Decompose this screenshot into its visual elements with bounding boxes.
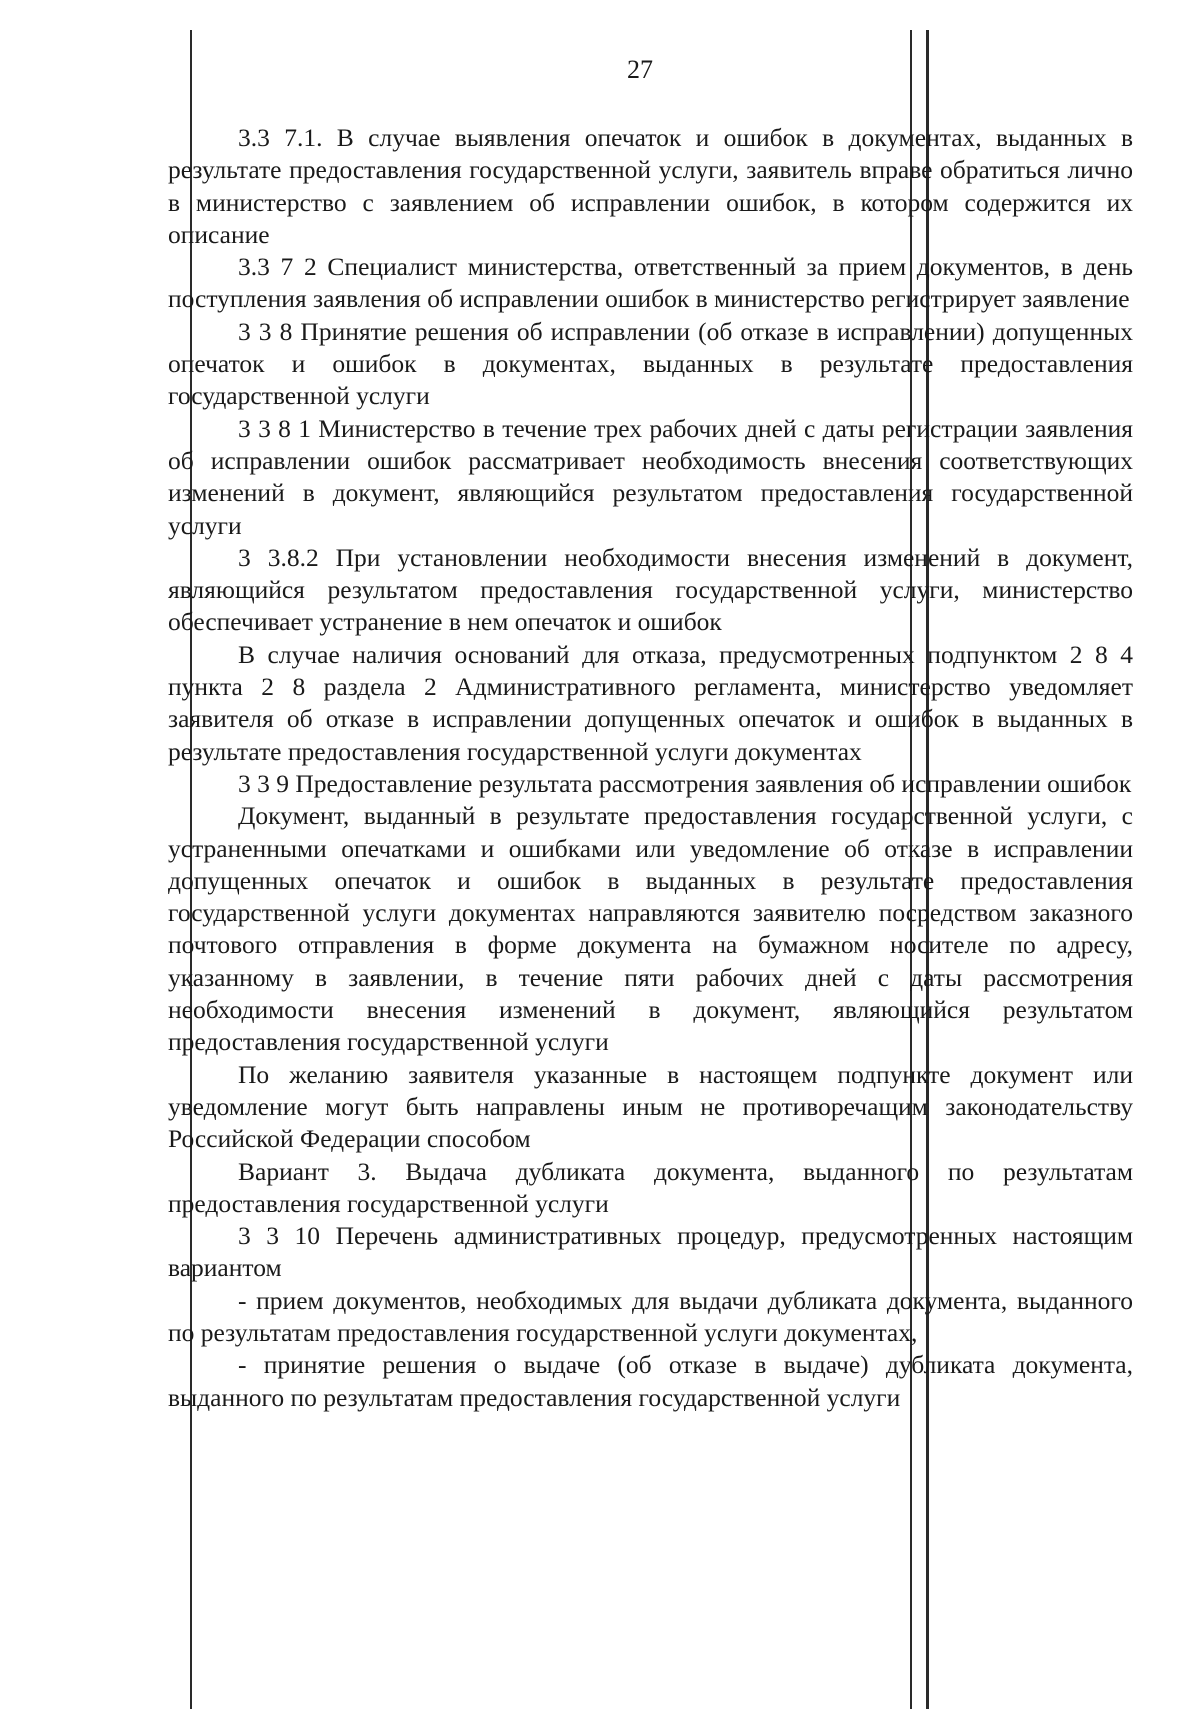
paragraph-refusal-grounds: В случае наличия оснований для отказа, предусмотренных подпунктом 2 8 4 пункта 2 8 раздела 2 Административного регламента, министерство уведомляет заявителя об отказе в исправлении допущенных опечаток и ошибок в выданных в результате предоставления государственной услуги документах (168, 639, 1133, 766)
paragraph-3-3-7-2: 3.3 7 2 Специалист министерства, ответственный за прием документов, в день поступления заявления об исправлении ошибок в министерство регистрирует заявление (168, 252, 1133, 314)
paragraph-3-3-10: 3 3 10 Перечень административных процедур, предусмотренных настоящим вариантом (168, 1221, 1133, 1283)
list-item-duplicate-decision: - принятие решения о выдаче (об отказе в выдаче) дубликата документа, выданного по результатам предоставления государственной услуги (168, 1350, 1133, 1412)
paragraph-3-3-8-2: 3 3.8.2 При установлении необходимости внесения изменений в документ, являющийся результатом предоставления государственной услуги, министерство обеспечивает устранение в нем опечаток и ошибок (168, 542, 1133, 637)
paragraph-3-3-7-1: 3.3 7.1. В случае выявления опечаток и ошибок в документах, выданных в результате предоставления государственной услуги, заявитель вправе обратиться лично в министерство с заявлением об исправлении ошибок, в котором содержится их описание (168, 123, 1133, 249)
page-number: 27 (627, 55, 653, 84)
paragraph-3-3-9: 3 3 9 Предоставление результата рассмотрения заявления об исправлении ошибок (238, 768, 1132, 798)
paragraph-document-delivery: Документ, выданный в результате предоставления государственной услуги, с устраненными опечатками и ошибками или уведомление об отказе в исправлении допущенных опечаток и ошибок в выданных в результате предоставления государственной услуги документах направляются заявителю посредством заказного почтового отправления в форме документа на бумажном носителе по адресу, указанному в заявлении, в течение пяти рабочих дней с даты рассмотрения необходимости внесения изменений в документ, являющийся результатом предоставления государственной услуги (168, 801, 1133, 1057)
paragraph-3-3-8: 3 3 8 Принятие решения об исправлении (об отказе в исправлении) допущенных опечаток и ошибок в документах, выданных в результате предоставления государственной услуги (168, 316, 1133, 411)
paragraph-applicant-preference: По желанию заявителя указанные в настоящем подпункте документ или уведомление могут быть направлены иным не противоречащим законодательству Российской Федерации способом (168, 1059, 1133, 1154)
document-body (168, 122, 1133, 1414)
list-item-document-intake: - прием документов, необходимых для выдачи дубликата документа, выданного по результатам предоставления государственной услуги документах, (168, 1285, 1133, 1347)
paragraph-3-3-8-1: 3 3 8 1 Министерство в течение трех рабочих дней с даты регистрации заявления об исправлении ошибок рассматривает необходимость внесения соответствующих изменений в документ, являющийся результатом предоставления государственной услуги (168, 413, 1133, 540)
paragraph-variant-3-heading: Вариант 3. Выдача дубликата документа, выданного по результатам предоставления государственной услуги (168, 1156, 1133, 1218)
